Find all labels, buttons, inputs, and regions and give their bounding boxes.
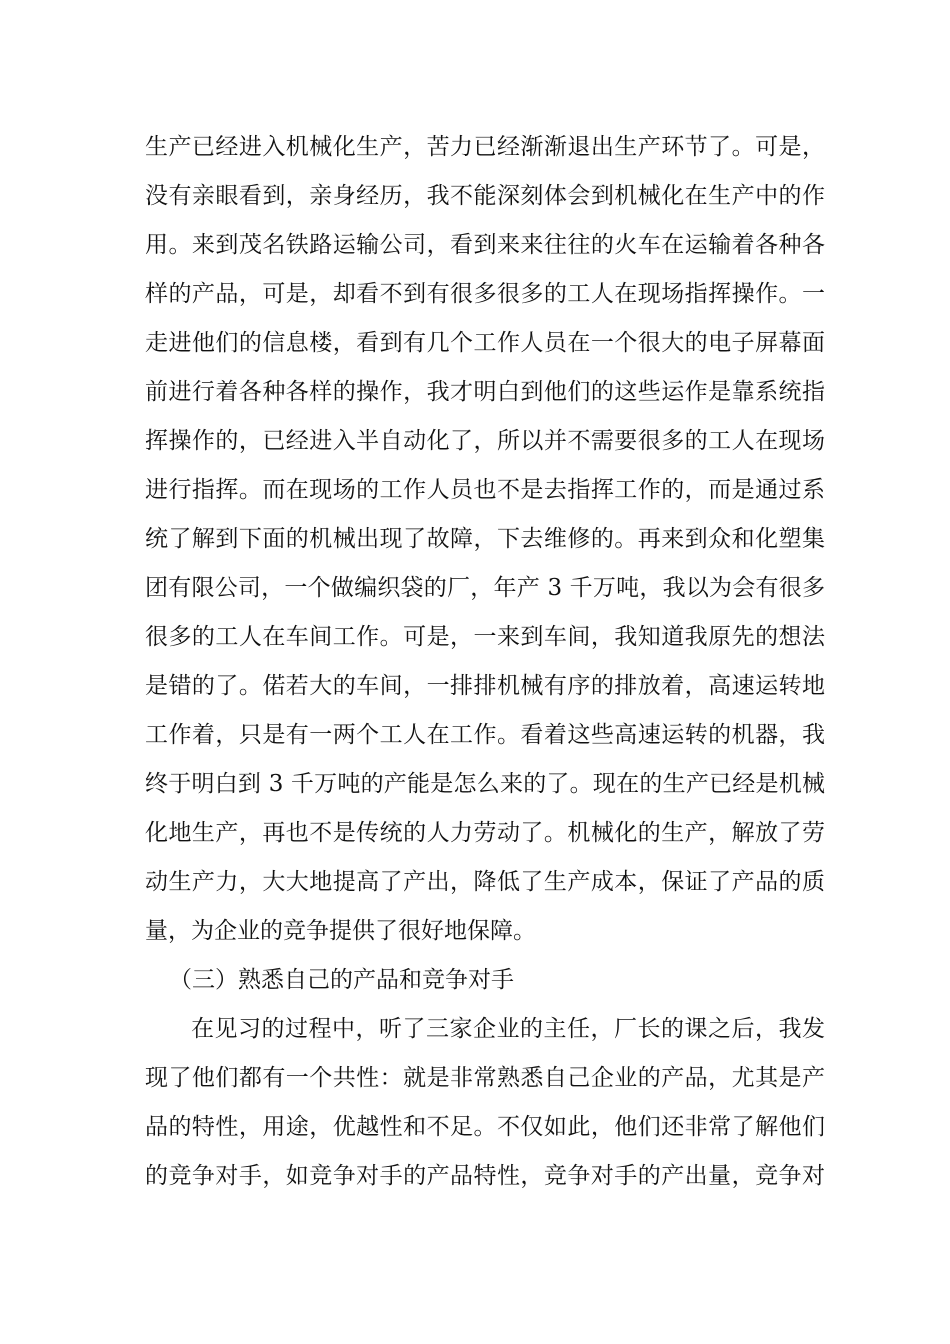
paragraph-line: 前进行着各种各样的操作，我才明白到他们的这些运作是靠系统指 xyxy=(145,379,825,405)
paragraph-line: 进行指挥。而在现场的工作人员也不是去指挥工作的，而是通过系 xyxy=(145,477,825,503)
paragraph-line: 走进他们的信息楼，看到有几个工作人员在一个很大的电子屏幕面 xyxy=(145,330,825,356)
paragraph-line: 挥操作的，已经进入半自动化了，所以并不需要很多的工人在现场 xyxy=(145,428,825,454)
paragraph-line: 很多的工人在车间工作。可是，一来到车间，我知道我原先的想法 xyxy=(145,624,825,650)
paragraph-line: 团有限公司，一个做编织袋的厂，年产 3 千万吨，我以为会有很多 xyxy=(145,575,825,601)
paragraph-line: 用。来到茂名铁路运输公司，看到来来往往的火车在运输着各种各 xyxy=(145,232,825,258)
paragraph-line: 没有亲眼看到，亲身经历，我不能深刻体会到机械化在生产中的作 xyxy=(145,183,825,209)
paragraph-line: 现了他们都有一个共性：就是非常熟悉自己企业的产品，尤其是产 xyxy=(145,1065,825,1091)
paragraph-first-line: 在见习的过程中，听了三家企业的主任，厂长的课之后，我发 xyxy=(191,1016,825,1042)
paragraph-line: 品的特性，用途，优越性和不足。不仅如此，他们还非常了解他们 xyxy=(145,1114,825,1140)
paragraph-line: 化地生产，再也不是传统的人力劳动了。机械化的生产，解放了劳 xyxy=(145,820,825,846)
paragraph-line: 生产已经进入机械化生产，苦力已经渐渐退出生产环节了。可是， xyxy=(145,134,825,160)
paragraph-line: 是错的了。偌若大的车间，一排排机械有序的排放着，高速运转地 xyxy=(145,673,825,699)
section-heading: （三）熟悉自己的产品和竞争对手 xyxy=(169,967,514,993)
paragraph-line: 动生产力，大大地提高了产出，降低了生产成本，保证了产品的质 xyxy=(145,869,825,895)
paragraph-last-line: 量，为企业的竞争提供了很好地保障。 xyxy=(145,918,536,944)
body-text xyxy=(145,127,825,1205)
paragraph-line: 统了解到下面的机械出现了故障，下去维修的。再来到众和化塑集 xyxy=(145,526,825,552)
paragraph-line: 工作着，只是有一两个工人在工作。看着这些高速运转的机器，我 xyxy=(145,722,825,748)
paragraph-line: 样的产品，可是，却看不到有很多很多的工人在现场指挥操作。一 xyxy=(145,281,825,307)
paragraph-line: 的竞争对手，如竞争对手的产品特性，竞争对手的产出量，竞争对 xyxy=(145,1163,825,1189)
paragraph-line: 终于明白到 3 千万吨的产能是怎么来的了。现在的生产已经是机械 xyxy=(145,771,825,797)
